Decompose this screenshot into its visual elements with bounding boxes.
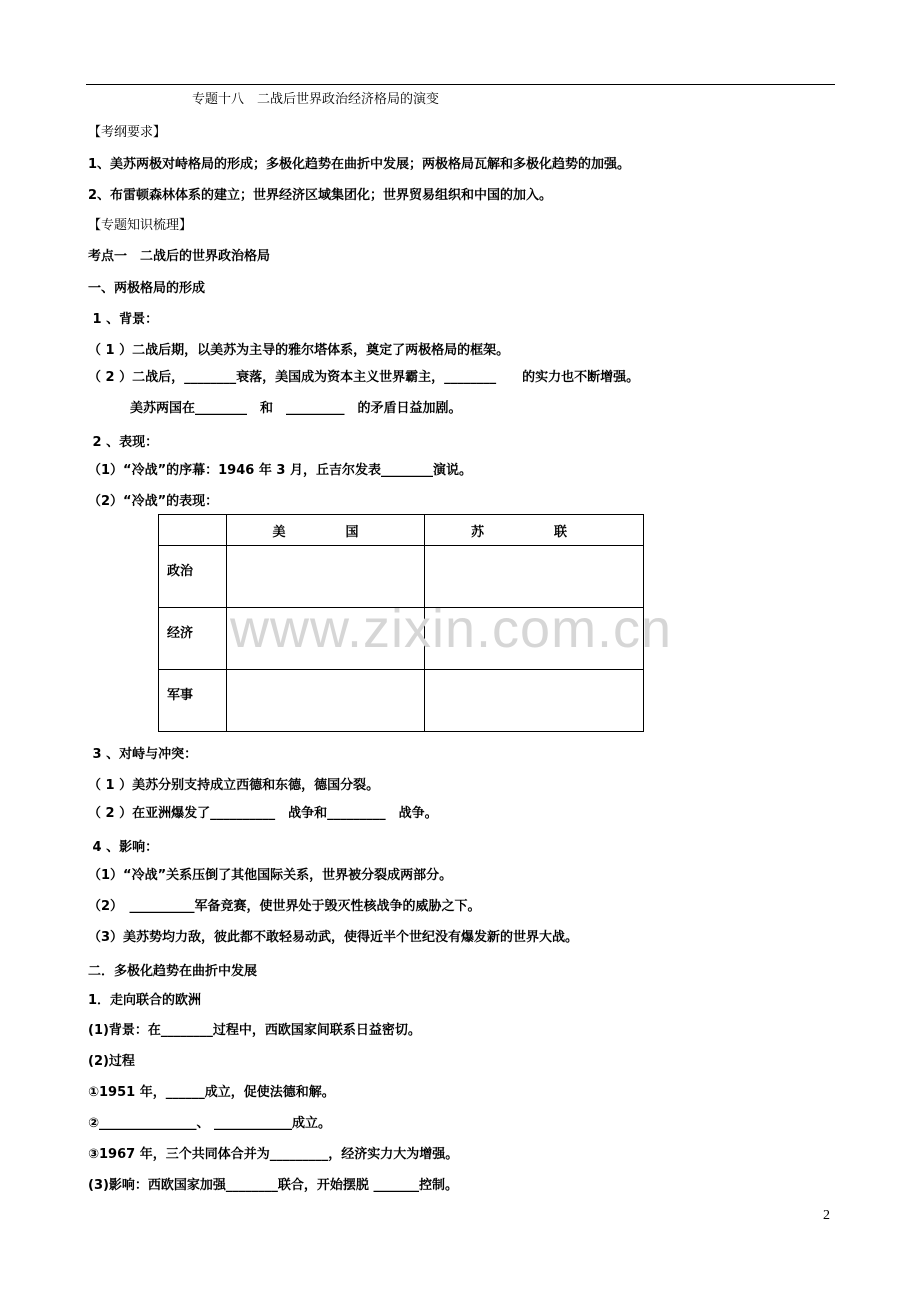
row-label-economy: 经济	[159, 608, 227, 670]
subheading-impact: 4 、影响：	[88, 840, 159, 855]
row-label-politics: 政治	[159, 546, 227, 608]
page-title: 专题十八 二战后世界政治经济格局的演变	[192, 92, 440, 107]
syllabus-item-1: 1、美苏两极对峙格局的形成；多极化趋势在曲折中发展；两极格局瓦解和多极化趋势的加强。	[88, 157, 631, 172]
table-cell	[227, 670, 425, 732]
background-item-1: （ 1 ）二战后期，以美苏为主导的雅尔塔体系，奠定了两极格局的框架。	[88, 343, 510, 358]
row-label-military: 军事	[159, 670, 227, 732]
syllabus-item-2: 2、布雷顿森林体系的建立；世界经济区域集团化；世界贸易组织和中国的加入。	[88, 188, 553, 203]
manifestation-item-1: （1）“冷战”的序幕：1946 年 3 月，丘吉尔发表________演说。	[88, 463, 472, 478]
section-heading-multipolar: 二．多极化趋势在曲折中发展	[88, 964, 258, 979]
impact-item-3: （3）美苏势均力敌，彼此都不敢轻易动武，使得近半个世纪没有爆发新的世界大战。	[88, 930, 579, 945]
subheading-manifestation: 2 、表现：	[88, 435, 159, 450]
europe-process-2: ②_______________、 ____________成立。	[88, 1116, 332, 1131]
table-header-us: 美国	[227, 515, 425, 546]
subheading-conflict: 3 、对峙与冲突：	[88, 747, 198, 762]
impact-item-2: （2） __________军备竞赛，使世界处于毁灭性核战争的威胁之下。	[88, 899, 481, 914]
table-header-ussr: 苏联	[424, 515, 643, 546]
background-item-3: 美苏两国在________ 和 _________ 的矛盾日益加剧。	[130, 401, 462, 416]
review-heading: 【专题知识梳理】	[88, 218, 193, 233]
conflict-item-2: （ 2 ）在亚洲爆发了__________ 战争和_________ 战争。	[88, 806, 438, 821]
background-item-2: （ 2 ）二战后，________衰落，美国成为资本主义世界霸主，________ 的实力也不断增强。	[88, 370, 640, 385]
impact-item-1: （1）“冷战”关系压倒了其他国际关系，世界被分裂成两部分。	[88, 868, 453, 883]
conflict-item-1: （ 1 ）美苏分别支持成立西德和东德，德国分裂。	[88, 778, 380, 793]
table-cell	[424, 670, 643, 732]
europe-background: (1)背景：在________过程中，西欧国家间联系日益密切。	[88, 1023, 421, 1038]
header-rule	[86, 84, 835, 85]
europe-process-1: ①1951 年，______成立，促使法德和解。	[88, 1085, 335, 1100]
page-number: 2	[823, 1208, 830, 1223]
subheading-europe: 1．走向联合的欧洲	[88, 993, 202, 1008]
section-heading: 一、两极格局的形成	[88, 281, 206, 296]
table-corner-cell	[159, 515, 227, 546]
table-row	[159, 670, 644, 732]
europe-process-3: ③1967 年，三个共同体合并为_________，经济实力大为增强。	[88, 1147, 459, 1162]
syllabus-heading: 【考纲要求】	[88, 125, 167, 140]
watermark: www.zixin.com.cn	[230, 599, 673, 659]
subheading-background: 1 、背景：	[88, 312, 159, 327]
table-header-row	[159, 515, 644, 546]
manifestation-item-2: （2）“冷战”的表现：	[88, 494, 219, 509]
europe-process-heading: (2)过程	[88, 1054, 135, 1069]
europe-impact: (3)影响：西欧国家加强________联合，开始摆脱 _______控制。	[88, 1178, 458, 1193]
key-point-1: 考点一 二战后的世界政治格局	[88, 249, 271, 264]
